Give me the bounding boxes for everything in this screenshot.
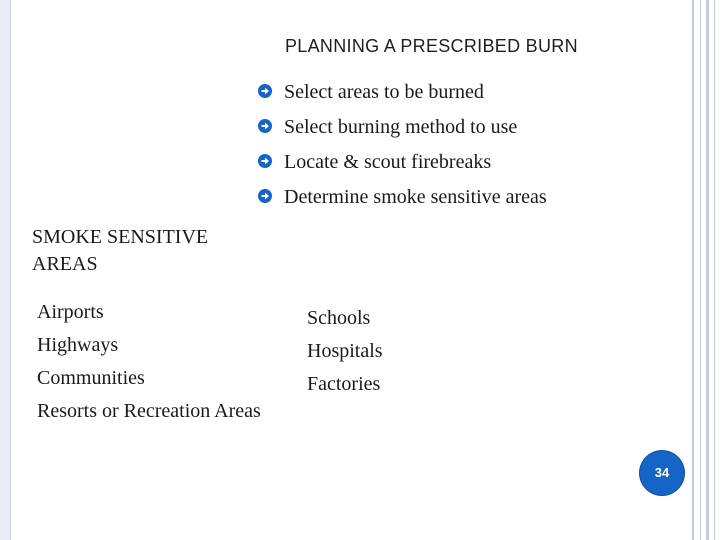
bullet-text: Locate & scout firebreaks: [284, 151, 492, 173]
list-item: Airports: [37, 301, 104, 323]
bullet-item: [258, 149, 547, 184]
bullet-text: Determine smoke sensitive areas: [284, 186, 547, 208]
circle-arrow-right-icon: [258, 189, 272, 203]
list-item: Communities: [37, 367, 145, 389]
bullet-item: [258, 184, 547, 219]
bullet-item: [258, 79, 547, 114]
bullet-item: [258, 114, 547, 149]
slide-number-badge: 34: [640, 451, 684, 495]
sensitive-areas-right-list: [307, 302, 383, 401]
list-item: Factories: [307, 373, 381, 395]
list-item: Highways: [37, 334, 119, 356]
slide-left-border: [0, 0, 11, 540]
list-item: Schools: [307, 307, 371, 329]
circle-arrow-right-icon: [258, 154, 272, 168]
slide-title: PLANNING A PRESCRIBED BURN: [285, 36, 578, 56]
circle-arrow-right-icon: [258, 84, 272, 98]
circle-arrow-right-icon: [258, 119, 272, 133]
list-item: Hospitals: [307, 340, 383, 362]
list-item: Resorts or Recreation Areas: [37, 400, 261, 422]
section-heading: SMOKE SENSITIVE AREAS: [32, 226, 209, 275]
bullet-text: Select areas to be burned: [284, 81, 484, 103]
sensitive-areas-left-list: [37, 296, 261, 428]
slide-right-border: [686, 0, 720, 540]
bullet-text: Select burning method to use: [284, 116, 518, 138]
bullet-list: [258, 79, 547, 219]
